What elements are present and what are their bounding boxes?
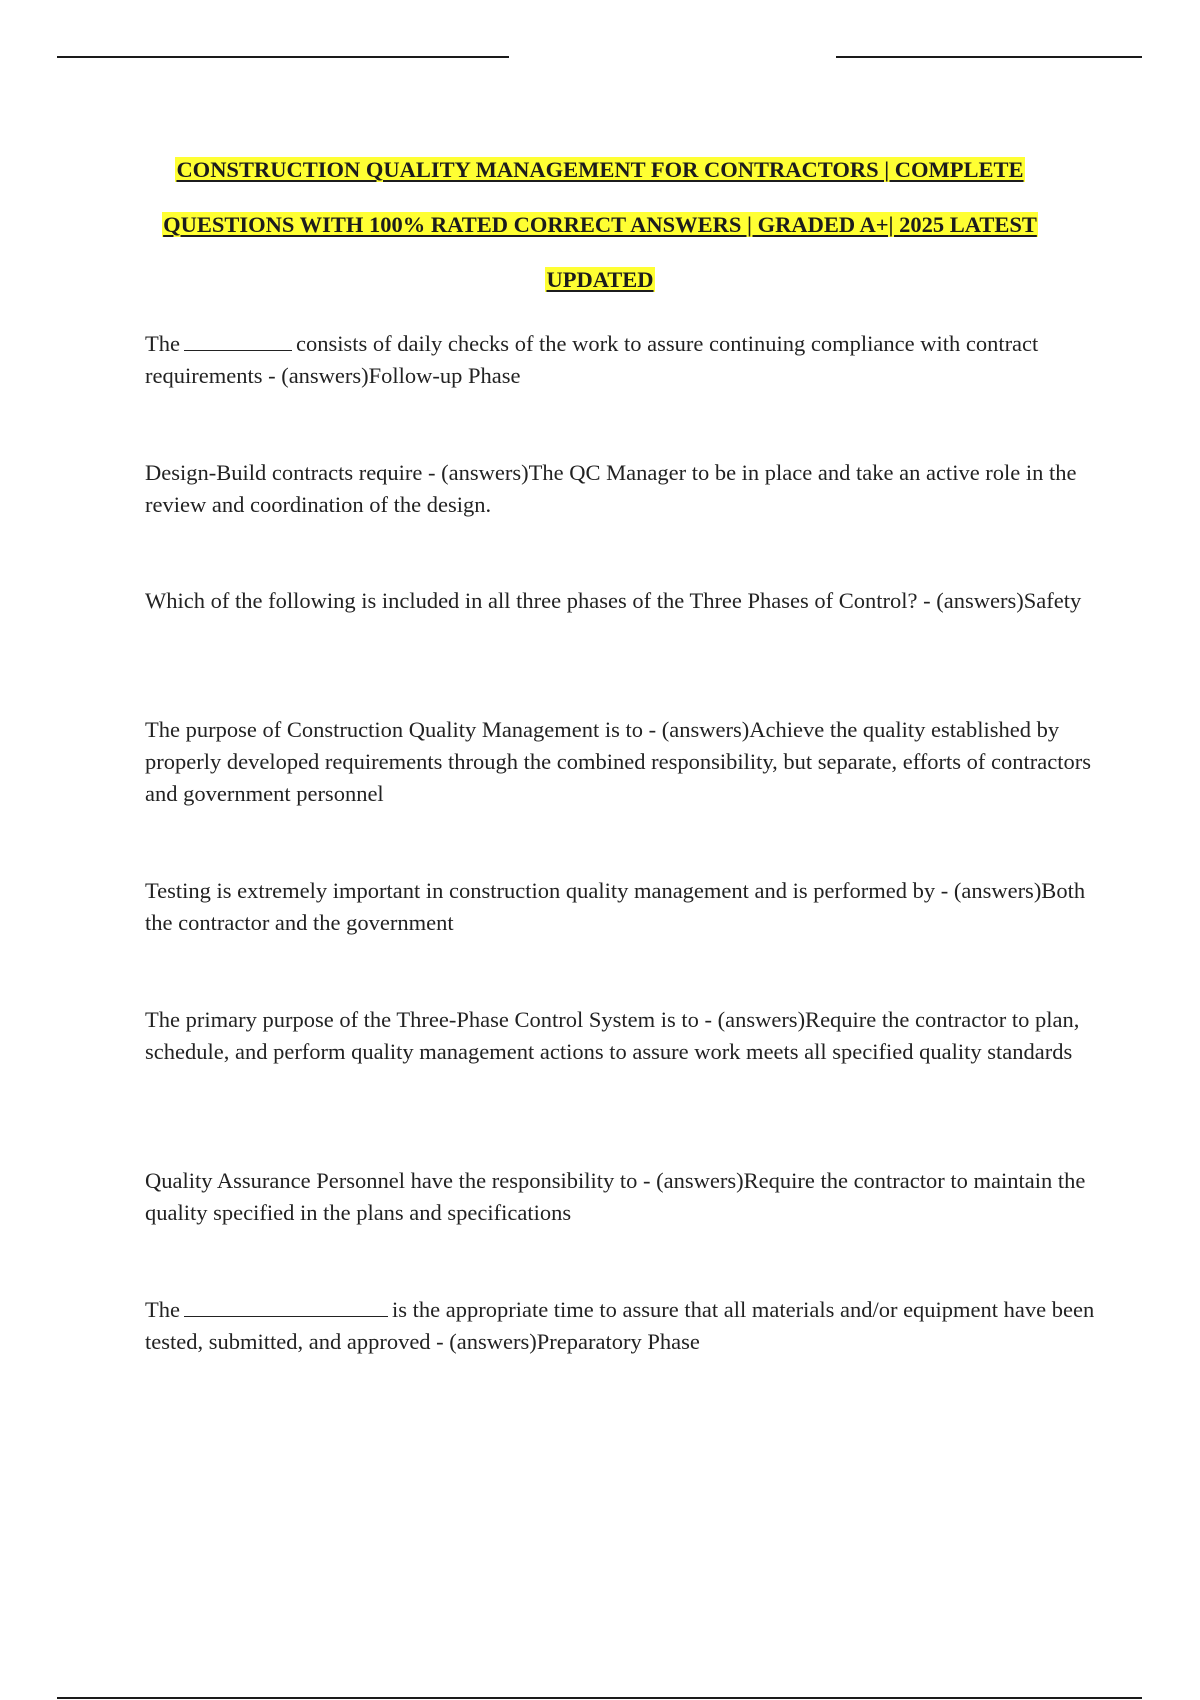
qa-item-4 — [145, 714, 1105, 810]
header-rule-right — [836, 56, 1142, 58]
title-line-3-text: UPDATED — [546, 267, 654, 292]
qa-item-3 — [145, 585, 1105, 617]
title-line-1-text: CONSTRUCTION QUALITY MANAGEMENT FOR CONTRACTORS | COMPLETE — [176, 157, 1024, 182]
header-rule-left — [57, 56, 509, 58]
qa-item-7 — [145, 1165, 1105, 1229]
qa-item-8-prefix: The — [145, 1297, 180, 1322]
qa-item-3-text: Which of the following is included in all three phases of the Three Phases of Control? - (answers)Safety — [145, 588, 1082, 613]
title-line-2-text: QUESTIONS WITH 100% RATED CORRECT ANSWERS | GRADED A+| 2025 LATEST — [163, 212, 1037, 237]
qa-item-8 — [145, 1294, 1105, 1358]
title-line-1 — [100, 142, 1100, 197]
title-line-3 — [100, 252, 1100, 307]
qa-item-5 — [145, 875, 1105, 939]
qa-item-2 — [145, 457, 1105, 521]
document-title — [100, 142, 1100, 307]
qa-item-8-text — [145, 1294, 1105, 1358]
title-line-2 — [100, 197, 1100, 252]
qa-item-5-text: Testing is extremely important in construction quality management and is performed by - (answers)Both the contractor and the government — [145, 878, 1086, 935]
qa-item-4-text: The purpose of Construction Quality Management is to - (answers)Achieve the quality established by properly developed requirements through the combined responsibility, but separate, efforts of contractors and government personnel — [145, 717, 1091, 806]
qa-item-1-text — [145, 328, 1105, 392]
fill-in-blank — [184, 330, 292, 351]
qa-item-8-suffix: is the appropriate time to assure that all materials and/or equipment have been tested, submitted, and approved - (answers)Preparatory Phase — [145, 1297, 1095, 1354]
qa-item-7-text: Quality Assurance Personnel have the responsibility to - (answers)Require the contractor to maintain the quality specified in the plans and specifications — [145, 1168, 1086, 1225]
footer-rule — [57, 1697, 1142, 1699]
qa-item-2-text: Design-Build contracts require - (answers)The QC Manager to be in place and take an active role in the review and coordination of the design. — [145, 460, 1077, 517]
qa-item-6 — [145, 1004, 1105, 1068]
fill-in-blank — [184, 1296, 388, 1317]
qa-item-1 — [145, 328, 1105, 392]
qa-item-1-prefix: The — [145, 331, 180, 356]
qa-item-6-text: The primary purpose of the Three-Phase Control System is to - (answers)Require the contractor to plan, schedule, and perform quality management actions to assure work meets all specified quality standards — [145, 1007, 1080, 1064]
qa-item-1-suffix: consists of daily checks of the work to assure continuing compliance with contract requirements - (answers)Follow-up Phase — [145, 331, 1039, 388]
